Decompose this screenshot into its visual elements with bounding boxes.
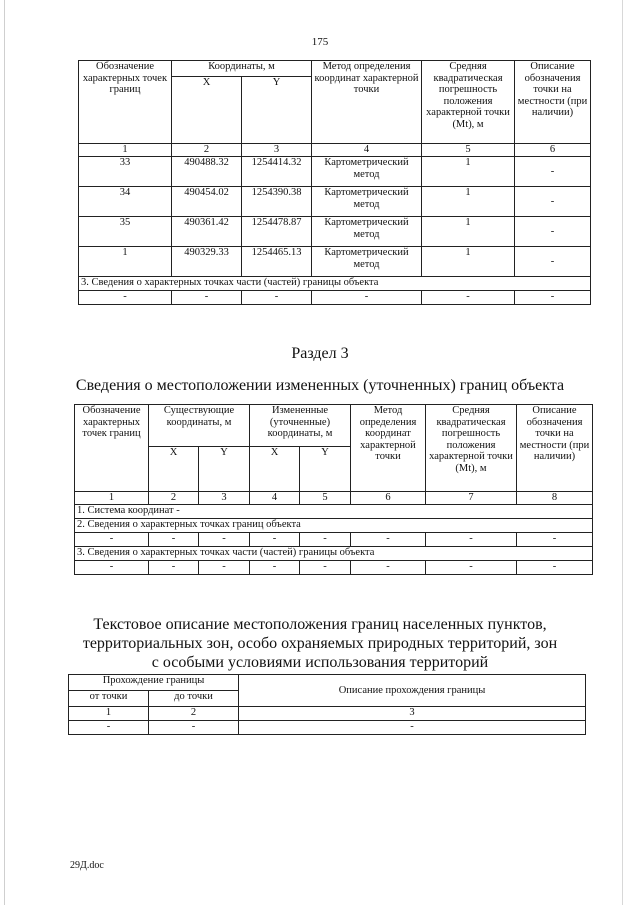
table-row xyxy=(79,157,591,187)
table-row xyxy=(69,721,586,735)
cell-desc: - xyxy=(515,217,591,247)
cell-empty: - xyxy=(300,533,351,547)
header-boundary-desc: Описание прохождения границы xyxy=(239,675,586,707)
header-existing-coords: Существующие координаты, м xyxy=(149,405,250,447)
cell-method: Картометрический метод xyxy=(312,157,422,187)
header-y: Y xyxy=(242,77,312,144)
col-num: 4 xyxy=(250,492,300,505)
cell-empty: - xyxy=(351,533,426,547)
table-row xyxy=(79,187,591,217)
text-title-line2: территориальных зон, особо охраняемых природных территорий, зон xyxy=(82,635,558,652)
points-table-1 xyxy=(78,60,591,305)
header-x: X xyxy=(149,447,199,492)
scan-edge-left xyxy=(4,0,5,905)
table-row xyxy=(75,533,593,547)
cell-empty: - xyxy=(172,291,242,305)
col-num: 5 xyxy=(300,492,351,505)
points-table-2 xyxy=(74,404,593,575)
section-heading: 3. Сведения о характерных точках части (частей) границы объекта xyxy=(79,277,591,291)
cell-empty: - xyxy=(517,533,593,547)
col-num: 8 xyxy=(517,492,593,505)
header-x: X xyxy=(250,447,300,492)
cell-mt: 1 xyxy=(422,187,515,217)
cell-empty: - xyxy=(199,561,250,575)
header-desc: Описание обозначения точки на местности (при наличии) xyxy=(515,61,591,144)
col-num: 2 xyxy=(172,144,242,157)
header-desc: Описание обозначения точки на местности (при наличии) xyxy=(517,405,593,492)
cell-x: 490488.32 xyxy=(172,157,242,187)
cell-method: Картометрический метод xyxy=(312,247,422,277)
text-title-line3: с особыми условиями использования территорий xyxy=(151,654,489,671)
header-x: X xyxy=(172,77,242,144)
col-num: 6 xyxy=(351,492,426,505)
col-num: 5 xyxy=(422,144,515,157)
cell-empty: - xyxy=(300,561,351,575)
text-title-line1: Текстовое описание местоположения границ населенных пунктов, xyxy=(93,616,547,633)
cell-mt: 1 xyxy=(422,157,515,187)
header-point: Обозначение характерных точек границ xyxy=(75,405,149,492)
cell-empty: - xyxy=(351,561,426,575)
page-number: 175 xyxy=(311,36,329,48)
cell-empty: - xyxy=(250,533,300,547)
section-title: Раздел 3 xyxy=(291,345,349,362)
cell-x: 490454.02 xyxy=(172,187,242,217)
cell-empty: - xyxy=(426,533,517,547)
header-y: Y xyxy=(199,447,250,492)
cell-empty: - xyxy=(149,533,199,547)
table-title: Сведения о местоположении измененных (уточненных) границ объекта xyxy=(75,377,565,394)
cell-mt: 1 xyxy=(422,217,515,247)
cell-y: 1254414.32 xyxy=(242,157,312,187)
cell-empty: - xyxy=(242,291,312,305)
cell-empty: - xyxy=(422,291,515,305)
header-method: Метод определения координат характерной точки xyxy=(312,61,422,144)
cell-y: 1254478.87 xyxy=(242,217,312,247)
header-point: Обозначение характерных точек границ xyxy=(79,61,172,144)
boundary-description-table xyxy=(68,674,586,735)
cell-x: 490329.33 xyxy=(172,247,242,277)
cell-empty: - xyxy=(515,291,591,305)
header-error: Средняя квадратическая погрешность положения характерной точки (Mt), м xyxy=(422,61,515,144)
table-row xyxy=(79,217,591,247)
column-numbers xyxy=(79,144,591,157)
cell-desc: - xyxy=(515,247,591,277)
col-num: 3 xyxy=(199,492,250,505)
section-heading: 3. Сведения о характерных точках части (частей) границы объекта xyxy=(75,547,593,561)
col-num: 7 xyxy=(426,492,517,505)
cell-empty: - xyxy=(75,561,149,575)
cell-mt: 1 xyxy=(422,247,515,277)
cell-y: 1254465.13 xyxy=(242,247,312,277)
header-from-point: от точки xyxy=(69,691,149,707)
column-numbers xyxy=(69,707,586,721)
cell-desc: - xyxy=(515,157,591,187)
col-num: 6 xyxy=(515,144,591,157)
cell-empty: - xyxy=(149,721,239,735)
header-boundary-pass: Прохождение границы xyxy=(69,675,239,691)
cell-empty: - xyxy=(239,721,586,735)
cell-point: 34 xyxy=(79,187,172,217)
table-row xyxy=(79,291,591,305)
header-method: Метод определения координат характерной точки xyxy=(351,405,426,492)
col-num: 3 xyxy=(242,144,312,157)
col-num: 2 xyxy=(149,707,239,721)
header-coords: Координаты, м xyxy=(172,61,312,77)
scan-edge-right xyxy=(622,0,623,905)
header-error: Средняя квадратическая погрешность положения характерной точки (Mt), м xyxy=(426,405,517,492)
header-changed-coords: Измененные (уточненные) координаты, м xyxy=(250,405,351,447)
col-num: 2 xyxy=(149,492,199,505)
col-num: 4 xyxy=(312,144,422,157)
header-y: Y xyxy=(300,447,351,492)
column-numbers xyxy=(75,492,593,505)
cell-method: Картометрический метод xyxy=(312,217,422,247)
section-heading: 1. Система координат - xyxy=(75,505,593,519)
cell-empty: - xyxy=(79,291,172,305)
col-num: 1 xyxy=(79,144,172,157)
cell-x: 490361.42 xyxy=(172,217,242,247)
table-row xyxy=(79,247,591,277)
section-heading: 2. Сведения о характерных точках границ объекта xyxy=(75,519,593,533)
cell-empty: - xyxy=(75,533,149,547)
footer-filename: 29Д.doc xyxy=(70,860,104,871)
cell-point: 1 xyxy=(79,247,172,277)
cell-point: 33 xyxy=(79,157,172,187)
col-num: 1 xyxy=(69,707,149,721)
cell-empty: - xyxy=(312,291,422,305)
cell-empty: - xyxy=(199,533,250,547)
cell-empty: - xyxy=(426,561,517,575)
cell-empty: - xyxy=(517,561,593,575)
cell-y: 1254390.38 xyxy=(242,187,312,217)
col-num: 3 xyxy=(239,707,586,721)
header-to-point: до точки xyxy=(149,691,239,707)
cell-empty: - xyxy=(149,561,199,575)
cell-empty: - xyxy=(250,561,300,575)
table-row xyxy=(75,561,593,575)
col-num: 1 xyxy=(75,492,149,505)
cell-method: Картометрический метод xyxy=(312,187,422,217)
cell-desc: - xyxy=(515,187,591,217)
cell-point: 35 xyxy=(79,217,172,247)
cell-empty: - xyxy=(69,721,149,735)
